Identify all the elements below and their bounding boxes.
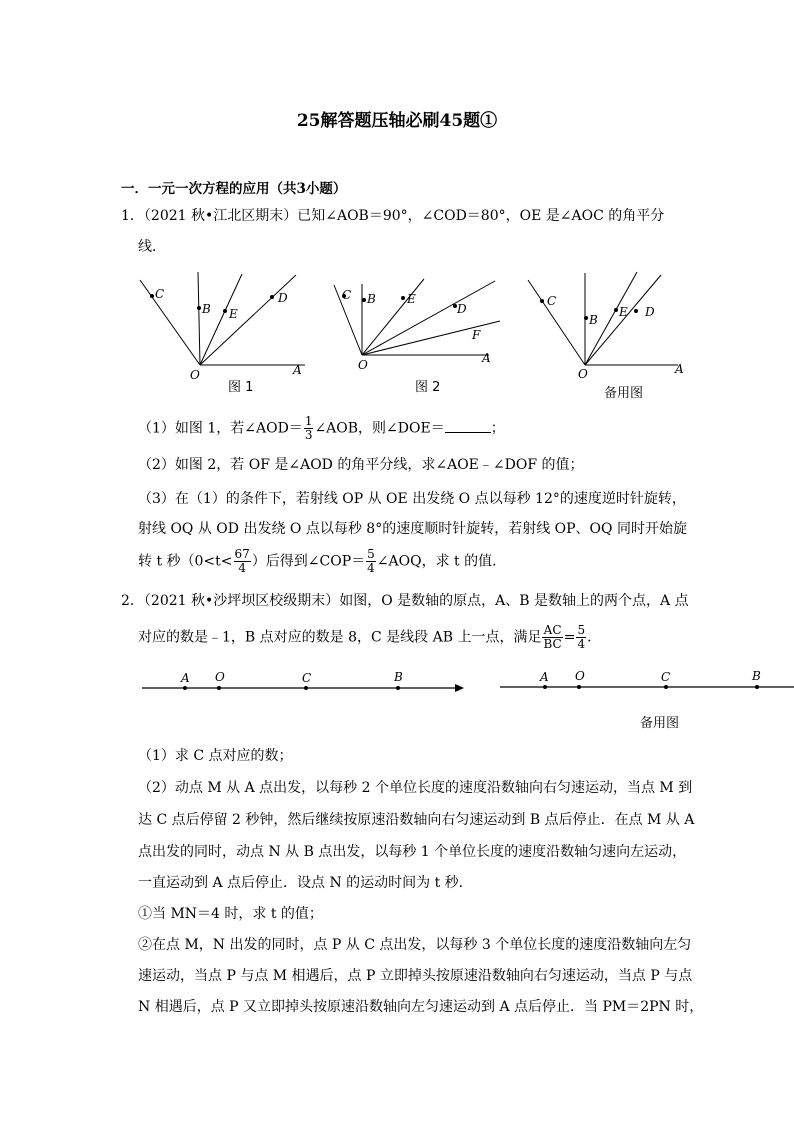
q2-stem-line2: 对应的数是﹣1，B 点对应的数是 8，C 是线段 AB 上一点，满足 $\frac{AC}{BC}$ = $\frac{5}{4}$ ． [138, 623, 602, 651]
point-b [362, 298, 366, 302]
point-e [614, 308, 618, 312]
label-b: B [367, 292, 376, 306]
point-e [401, 296, 405, 300]
label-a: A [181, 671, 190, 685]
point-a [183, 686, 187, 690]
q1-part-1: （1）如图 1，若∠AOD＝ $\frac{1}{3}$ ∠AOB，则∠DOE＝ ； [138, 414, 505, 442]
label-d: D [457, 302, 467, 316]
label-e: E [229, 307, 238, 321]
label-o: O [575, 669, 585, 683]
point-b [755, 685, 759, 689]
q2-sub-2-line1: ②在点 M，N 出发的同时，点 P 从 C 点出发，以每秒 3 个单位长度的速度沿数轴向左匀 [138, 937, 692, 953]
q2-sub-2-line2: 速运动，当点 P 与点 M 相遇后，点 P 立即掉头按原速沿数轴向右匀速运动，当点 P 与点 [138, 968, 693, 984]
point-e [223, 309, 227, 313]
point-o [577, 685, 581, 689]
q1-figure-3-caption: 备用图 [604, 386, 644, 401]
page-title: 25解答题压轴必刷45题① [296, 111, 498, 131]
label-c: C [547, 294, 557, 308]
label-e: E [407, 292, 416, 306]
q2-sub-1: ①当 MN＝4 时，求 t 的值； [138, 906, 323, 922]
label-o: O [578, 367, 588, 381]
q2-part-2-line4: 一直运动到 A 点后停止．设点 N 的运动时间为 t 秒． [138, 875, 473, 891]
label-c: C [661, 670, 671, 684]
q2-number-line [140, 668, 470, 698]
q2-number-line-spare [500, 667, 794, 697]
q2-part-2-line2: 达 C 点后停留 2 秒钟，然后继续按原速沿数轴向右匀速运动到 B 点后停止．在点 M 从 A [138, 812, 695, 828]
label-a: A [675, 362, 684, 376]
q1-part-3-line3: 转 t 秒（0<t< $\frac{67}{4}$ ）后得到∠COP＝ $\frac{5}{4}$ ∠AOQ，求 t 的值． [138, 547, 507, 575]
q2-part-2-line1: （2）动点 M 从 A 点出发，以每秒 2 个单位长度的速度沿数轴向右匀速运动，当点 M 到 [138, 780, 693, 796]
point-d [270, 295, 274, 299]
label-b: B [752, 669, 761, 683]
q1-figure-2-caption: 图 2 [415, 380, 441, 395]
label-b: B [589, 313, 598, 327]
answer-blank [445, 418, 491, 433]
label-c: C [302, 671, 312, 685]
point-b [197, 306, 201, 310]
label-f: F [472, 328, 481, 342]
point-c [540, 299, 544, 303]
q2-part-1: （1）求 C 点对应的数； [138, 748, 293, 764]
q1-part-2: （2）如图 2，若 OF 是∠AOD 的角平分线，求∠AOE﹣∠DOF 的值； [138, 457, 584, 473]
label-e: E [619, 305, 628, 319]
label-b: B [202, 302, 211, 316]
label-a: A [293, 363, 302, 377]
q1-figure-1 [130, 265, 320, 385]
q1-figure-3 [520, 265, 695, 385]
q1-part-3-line1: （3）在（1）的条件下，若射线 OP 从 OE 出发绕 O 点以每秒 12°的速度逆时针旋转， [138, 491, 686, 507]
label-o: O [190, 368, 200, 382]
point-b [584, 316, 588, 320]
point-a [543, 685, 547, 689]
q2-number-line-caption: 备用图 [640, 716, 680, 731]
point-c [150, 294, 154, 298]
q1-stem-line2: 线． [138, 239, 166, 255]
label-o: O [215, 670, 225, 684]
q1-part-3-line2: 射线 OQ 从 OD 出发绕 O 点以每秒 8°的速度顺时针旋转，若射线 OP、OQ 同时开始旋 [138, 521, 687, 537]
q2-sub-2-line3: N 相遇后，点 P 又立即掉头按原速沿数轴向左匀速运动到 A 点后停止．当 PM＝2PN 时， [138, 999, 704, 1015]
label-c: C [155, 287, 165, 301]
point-d [634, 309, 638, 313]
label-d: D [278, 291, 288, 305]
q1-stem-line1: 1．（2021 秋•江北区期末）已知∠AOB＝90°，∠COD＝80°，OE 是∠AOC 的角平分 [121, 208, 665, 224]
q2-stem-line1: 2．（2021 秋•沙坪坝区校级期末）如图，O 是数轴的原点，A、B 是数轴上的两个点，A 点 [121, 593, 689, 609]
point-b [396, 686, 400, 690]
label-b: B [394, 670, 403, 684]
point-o [217, 686, 221, 690]
point-c [304, 686, 308, 690]
point-c [664, 685, 668, 689]
q2-part-2-line3: 点出发的同时，动点 N 从 B 点出发，以每秒 1 个单位长度的速度沿数轴匀速向左运动， [138, 844, 687, 860]
q1-figure-1-caption: 图 1 [228, 380, 254, 395]
label-d: D [645, 305, 655, 319]
label-o: O [358, 358, 368, 372]
label-c: C [342, 288, 352, 302]
label-a: A [482, 351, 491, 365]
q1-figure-2 [322, 265, 512, 375]
label-a: A [540, 670, 549, 684]
section-heading: 一．一元一次方程的应用（共3小题） [121, 181, 347, 197]
